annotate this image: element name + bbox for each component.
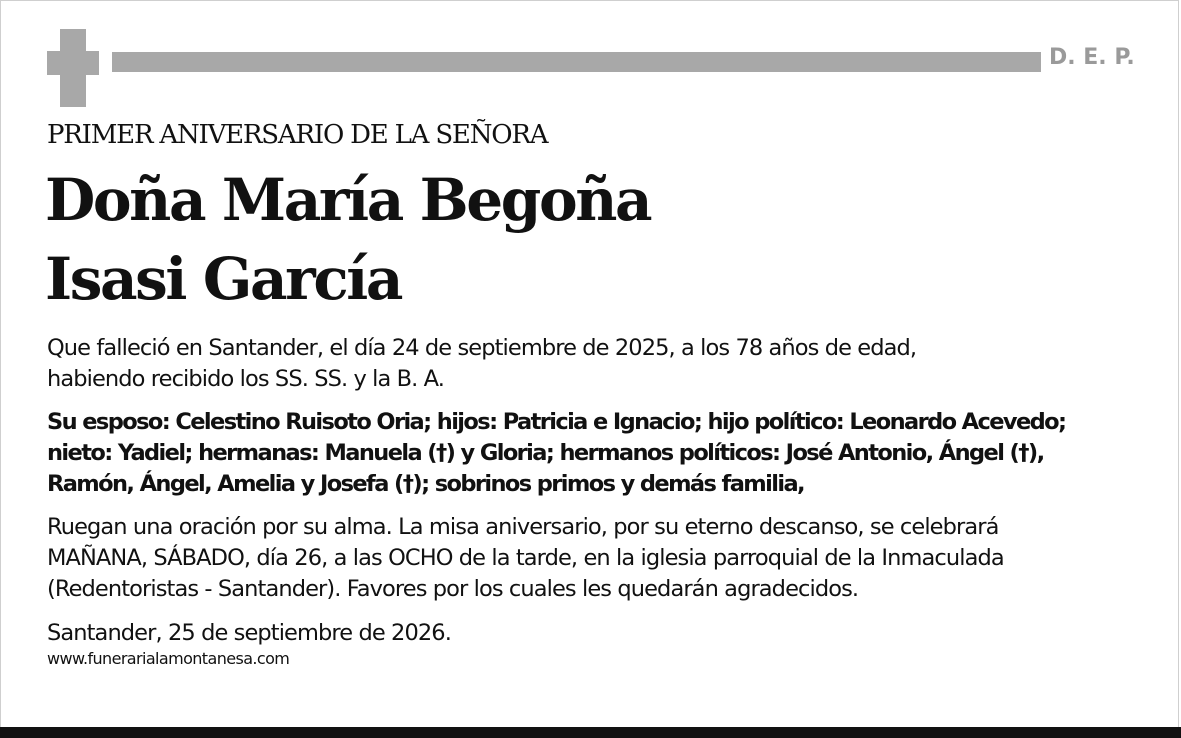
cross-icon	[47, 29, 99, 107]
deceased-name-line-2: Isasi García	[45, 245, 402, 313]
mass-line: Ruegan una oración por su alma. La misa aniversario, por su eterno descanso, se celebrará	[47, 514, 999, 540]
death-line: Que falleció en Santander, el día 24 de septiembre de 2025, a los 78 años de edad,	[47, 335, 917, 361]
notice-subtitle: PRIMER ANIVERSARIO DE LA SEÑORA	[47, 120, 548, 150]
mass-line: (Redentoristas - Santander). Favores por los cuales les quedarán agradecidos.	[47, 576, 859, 602]
bottom-rule	[0, 727, 1181, 738]
family-line: nieto: Yadiel; hermanas: Manuela (†) y Gloria; hermanos políticos: José Antonio, Ángel (†),	[47, 440, 1044, 466]
place-date	[47, 618, 1147, 649]
mass-paragraph	[47, 512, 1147, 605]
death-line: habiendo recibido los SS. SS. y la B. A.	[47, 366, 445, 392]
website-link[interactable]: www.funerarialamontanesa.com	[47, 649, 290, 668]
family-line: Ramón, Ángel, Amelia y Josefa (†); sobrinos primos y demás familia,	[47, 471, 805, 497]
dep-label: D. E. P.	[1049, 45, 1135, 70]
mass-line: MAÑANA, SÁBADO, día 26, a las OCHO de la tarde, en la iglesia parroquial de la Inmaculada	[47, 545, 1004, 571]
header-rule	[112, 52, 1041, 72]
deceased-name-line-1: Doña María Begoña	[45, 166, 651, 234]
death-paragraph	[47, 333, 1147, 395]
family-paragraph	[47, 407, 1147, 500]
family-line: Su esposo: Celestino Ruisoto Oria; hijos: Patricia e Ignacio; hijo político: Leonardo Acevedo;	[47, 409, 1066, 435]
place-date-line: Santander, 25 de septiembre de 2026.	[47, 620, 451, 646]
